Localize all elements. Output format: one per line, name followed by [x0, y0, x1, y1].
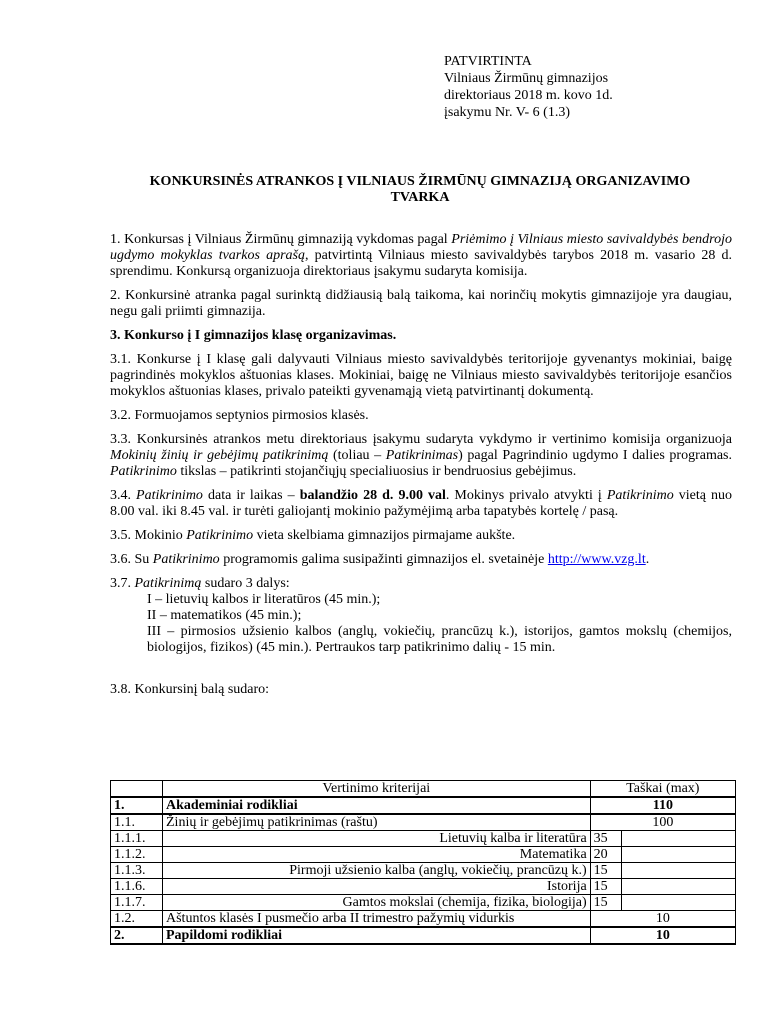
title-line: KONKURSINĖS ATRANKOS Į VILNIAUS ŽIRMŪNŲ GIMNAZIJĄ ORGANIZAVIMO [149, 174, 691, 189]
paragraph-3-4 [110, 488, 732, 520]
text-italic: Patikrinimo [606, 488, 674, 503]
row-points-empty [621, 863, 735, 879]
text: vieta skelbiama gimnazijos pirmajame aukšte. [253, 528, 516, 543]
row-label: Matematika [163, 847, 591, 863]
row-num: 1.1.6. [111, 879, 163, 895]
website-link[interactable]: http://www.vzg.lt [547, 552, 646, 567]
text: 3.4. [110, 488, 137, 503]
table-row [111, 797, 736, 814]
row-points: 10 [590, 927, 735, 944]
header-points: Taškai (max) [590, 781, 735, 798]
table-row [111, 927, 736, 944]
paragraph-3-1: 3.1. Konkurse į I klasę gali dalyvauti Vilniaus miesto savivaldybės teritorijoje gyvenantys mokiniai, baigę pagrindinės mokyklos aštuonias klases. Mokiniai, baigę ne Vilniaus miesto savivaldybės teritorijoje esančios mokyklos aštuonias klases, privalo pateikti gyvenamąją vietą patvirtinantį dokumentą. [110, 352, 732, 399]
row-label: Papildomi rodikliai [163, 927, 591, 944]
table-row [111, 814, 736, 831]
row-num: 1.1. [111, 814, 163, 831]
paragraph-3-8: 3.8. Konkursinį balą sudaro: [110, 682, 270, 697]
row-label: Akademiniai rodikliai [163, 797, 591, 814]
row-points-empty [621, 847, 735, 863]
row-num: 1.1.3. [111, 863, 163, 879]
paragraph-3-2: 3.2. Formuojamos septynios pirmosios klasės. [110, 408, 369, 423]
text: data ir laikas – [202, 488, 300, 503]
row-label: Žinių ir gebėjimų patikrinimas (raštu) [163, 814, 591, 831]
row-label: Aštuntos klasės I pusmečio arba II trimestro pažymių vidurkis [163, 911, 591, 928]
paragraph-3-3 [110, 432, 732, 480]
paragraph-3-6 [110, 552, 732, 568]
text: , patvirtintą Vilniaus miesto savivaldybės tarybos 2018 m. vasario 28 d. sprendimu. Konkursą organizuoja direktoriaus įsakymu sudaryta komisija. [110, 248, 732, 279]
paragraph-3-5 [110, 528, 732, 544]
text: 3.7. [110, 576, 135, 591]
text: ) pagal Pagrindinio ugdymo I dalies programas. [458, 448, 732, 463]
row-num: 1. [111, 797, 163, 814]
text-italic: Patikrinimo [152, 552, 220, 567]
text-italic: Patikrinimo [186, 528, 254, 543]
approval-line: Vilniaus Žirmūnų gimnazijos [444, 71, 609, 86]
text-italic: Mokinių žinių ir gebėjimų patikrinimą [110, 448, 329, 463]
row-points: 20 [590, 847, 621, 863]
criteria-table [110, 780, 736, 945]
section-heading-3: 3. Konkurso į I gimnazijos klasę organizavimas. [110, 328, 397, 343]
text-italic: Patikrinimo [110, 464, 177, 479]
table-row [111, 847, 736, 863]
text: sudaro 3 dalys: [201, 576, 290, 591]
paragraph-2: 2. Konkursinė atranka pagal surinktą didžiausią balą taikoma, kai norinčių mokytis gimnazijoje yra daugiau, negu gali priimti gimnazija. [110, 288, 732, 319]
table-header-row [111, 781, 736, 798]
paragraph-1 [110, 232, 732, 280]
row-points-empty [621, 895, 735, 911]
row-points: 10 [590, 911, 735, 928]
row-points: 110 [590, 797, 735, 814]
row-label: Pirmoji užsienio kalba (anglų, vokiečių, prancūzų k.) [163, 863, 591, 879]
row-points: 15 [590, 895, 621, 911]
row-num: 2. [111, 927, 163, 944]
text: programomis galima susipažinti gimnazijos el. svetainėje [219, 552, 548, 567]
row-points: 15 [590, 879, 621, 895]
row-label: Lietuvių kalba ir literatūra [163, 831, 591, 847]
table-row [111, 895, 736, 911]
text: 3.5. Mokinio [110, 528, 187, 543]
table-row [111, 911, 736, 928]
document-title [108, 174, 732, 206]
table-row [111, 863, 736, 879]
approval-stamp [444, 54, 744, 122]
table-row [111, 879, 736, 895]
text: vietą nuo 8.00 val. iki 8.45 val. ir turėti galiojantį mokinio pažymėjimą arba tapatybės kortelę / pasą. [110, 488, 733, 519]
text: (toliau – [328, 448, 386, 463]
header-criteria: Vertinimo kriterijai [163, 781, 591, 798]
text-bold: balandžio 28 d. 9.00 val [299, 488, 446, 503]
approval-line: direktoriaus 2018 m. kovo 1d. [444, 88, 613, 103]
row-label: Istorija [163, 879, 591, 895]
row-label: Gamtos mokslai (chemija, fizika, biologija) [163, 895, 591, 911]
text: tikslas – patikrinti stojančiųjų specialiuosius ir bendruosius gebėjimus. [176, 464, 577, 479]
list-item: I – lietuvių kalbos ir literatūros (45 min.); [147, 592, 381, 607]
row-points: 15 [590, 863, 621, 879]
title-line: TVARKA [390, 190, 450, 205]
list-item: III – pirmosios užsienio kalbos (anglų, vokiečių, prancūzų k.), istorijos, gamtos mokslų (chemijos, biologijos, fizikos) (45 min.). Pertraukos tarp patikrinimo dalių - 15 min. [147, 624, 732, 655]
text: 1. Konkursas į Vilniaus Žirmūnų gimnaziją vykdomas pagal [110, 232, 452, 247]
text-italic: Patikrinimą [134, 576, 202, 591]
row-num: 1.1.2. [111, 847, 163, 863]
row-points-empty [621, 831, 735, 847]
row-num: 1.2. [111, 911, 163, 928]
approval-line: įsakymu Nr. V- 6 (1.3) [444, 105, 570, 120]
row-num: 1.1.1. [111, 831, 163, 847]
list-item: II – matematikos (45 min.); [147, 608, 302, 623]
header-num-cell [111, 781, 163, 798]
approval-line: PATVIRTINTA [444, 54, 532, 69]
text-italic: Patikrinimo [136, 488, 203, 503]
text: . Mokinys privalo atvykti į [445, 488, 607, 503]
text: 3.6. Su [110, 552, 153, 567]
document-body [110, 232, 732, 698]
paragraph-3-7 [110, 576, 732, 656]
table-row [111, 831, 736, 847]
row-num: 1.1.7. [111, 895, 163, 911]
text-italic: Patikrinimas [385, 448, 459, 463]
text: 3.3. Konkursinės atrankos metu direktoriaus įsakymu sudaryta vykdymo ir vertinimo komisija organizuoja [110, 432, 732, 447]
row-points-empty [621, 879, 735, 895]
row-points: 100 [590, 814, 735, 831]
text: . [645, 552, 650, 567]
row-points: 35 [590, 831, 621, 847]
text-italic: Priėmimo į Vilniaus miesto savivaldybės bendrojo ugdymo mokyklas tvarkos aprašą [110, 232, 732, 263]
